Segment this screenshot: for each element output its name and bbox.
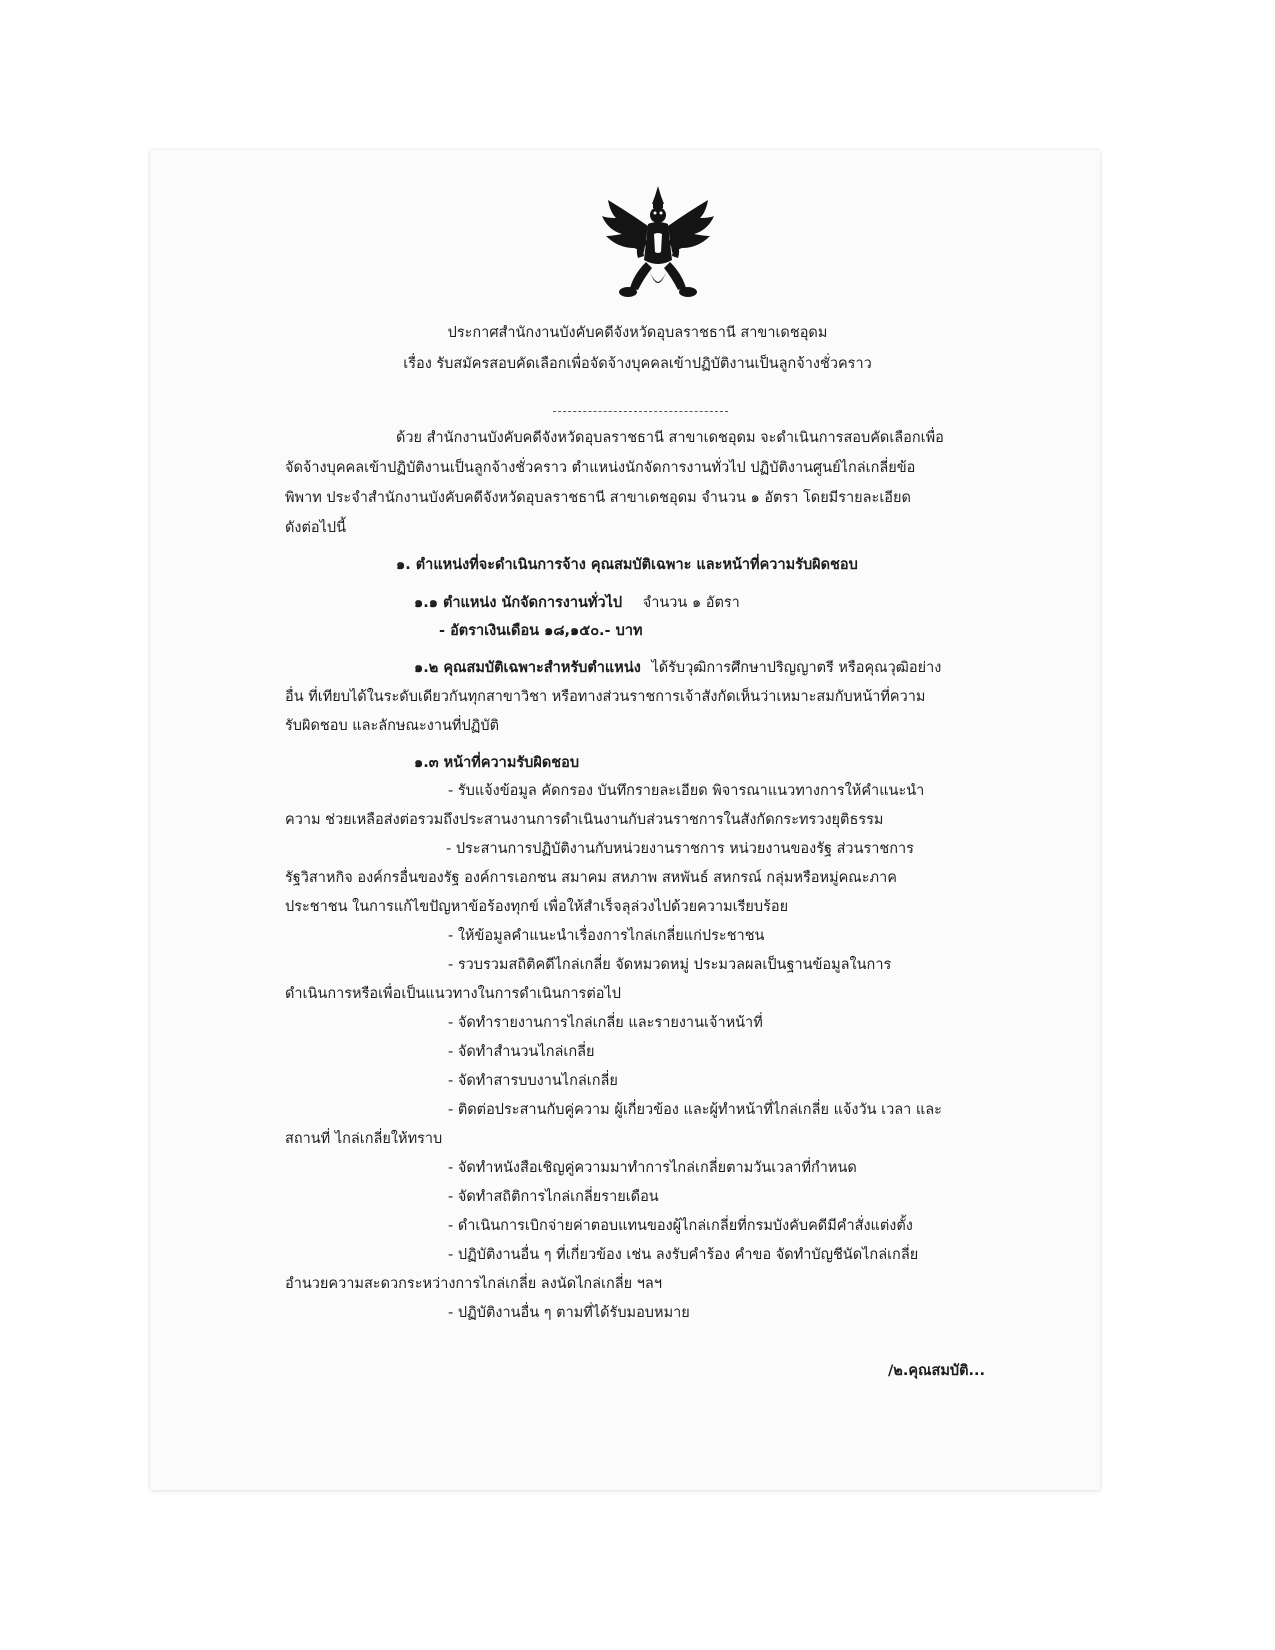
item-1-1 [414,593,740,613]
item-1-2-text: อื่น ที่เทียบได้ในระดับเดียวกันทุกสาขาวิชา หรือทางส่วนราชการเจ้าสังกัดเห็นว่าเหมาะสมกับหน้าที่ความ [285,689,926,705]
section-1-heading: ๑. ตำแหน่งที่จะดำเนินการจ้าง คุณสมบัติเฉพาะ และหน้าที่ความรับผิดชอบ [396,557,858,573]
duty-line: รัฐวิสาหกิจ องค์กรอื่นของรัฐ องค์การเอกชน สมาคม สหภาพ สหพันธ์ สหกรณ์ กลุ่มหรือหมู่คณะภาค [285,870,897,886]
duty-line: - ประสานการปฏิบัติงานกับหน่วยงานราชการ หน่วยงานของรัฐ ส่วนราชการ [446,841,914,857]
duty-line: - ปฏิบัติงานอื่น ๆ ที่เกี่ยวข้อง เช่น ลงรับคำร้อง คำขอ จัดทำบัญชีนัดไกล่เกลี่ย [448,1247,919,1263]
garuda-emblem-icon [598,182,718,312]
salary-line: - อัตราเงินเดือน ๑๘,๑๕๐.- บาท [439,623,643,639]
duty-line: - จัดทำสำนวนไกล่เกลี่ย [448,1044,595,1060]
announcement-subject: เรื่อง รับสมัครสอบคัดเลือกเพื่อจัดจ้างบุคคลเข้าปฏิบัติงานเป็นลูกจ้างชั่วคราว [403,356,872,372]
item-1-3-label: ๑.๓ หน้าที่ความรับผิดชอบ [414,755,580,771]
item-1-1-label: ๑.๑ ตำแหน่ง นักจัดการงานทั่วไป [414,595,623,611]
item-1-2-text: ได้รับวุฒิการศึกษาปริญญาตรี หรือคุณวุฒิอย่าง [651,660,942,676]
duty-line: - ดำเนินการเบิกจ่ายค่าตอบแทนของผู้ไกล่เกลี่ยที่กรมบังคับคดีมีคำสั่งแต่งตั้ง [448,1218,913,1234]
duty-line: อำนวยความสะดวกระหว่างการไกล่เกลี่ย ลงนัดไกล่เกลี่ย ฯลฯ [285,1276,662,1292]
duty-line: ความ ช่วยเหลือส่งต่อรวมถึงประสานงานการดำเนินงานกับส่วนราชการในสังกัดกระทรวงยุติธรรม [285,812,884,828]
header-divider [553,411,728,412]
intro-line: จัดจ้างบุคคลเข้าปฏิบัติงานเป็นลูกจ้างชั่วคราว ตำแหน่งนักจัดการงานทั่วไป ปฏิบัติงานศูนย์ไกล่เกลี่ยข้อ [285,460,916,476]
item-1-2 [414,658,941,678]
duty-line: - จัดทำรายงานการไกล่เกลี่ย และรายงานเจ้าหน้าที่ [448,1015,763,1031]
item-1-1-count: จำนวน ๑ อัตรา [642,595,740,611]
duty-line: - จัดทำหนังสือเชิญคู่ความมาทำการไกล่เกลี่ยตามวันเวลาที่กำหนด [448,1160,857,1176]
duty-line: - รับแจ้งข้อมูล คัดกรอง บันทึกรายละเอียด พิจารณาแนวทางการให้คำแนะนำ [448,783,925,799]
intro-line: ดังต่อไปนี้ [285,520,347,536]
duty-line: - รวบรวมสถิติคดีไกล่เกลี่ย จัดหมวดหมู่ ประมวลผลเป็นฐานข้อมูลในการ [448,957,892,973]
continued-marker: /๒.คุณสมบัติ... [888,1363,986,1379]
intro-line: พิพาท ประจำสำนักงานบังคับคดีจังหวัดอุบลราชธานี สาขาเดชอุดม จำนวน ๑ อัตรา โดยมีรายละเอียด [285,490,911,506]
duty-line: ประชาชน ในการแก้ไขปัญหาข้อร้องทุกข์ เพื่อให้สำเร็จลุล่วงไปด้วยความเรียบร้อย [285,899,789,915]
duty-line: - ติดต่อประสานกับคู่ความ ผู้เกี่ยวข้อง และผู้ทำหน้าที่ไกล่เกลี่ย แจ้งวัน เวลา และ [448,1102,942,1118]
duty-line: - ให้ข้อมูลคำแนะนำเรื่องการไกล่เกลี่ยแก่ประชาชน [448,928,765,944]
item-1-2-text: รับผิดชอบ และลักษณะงานที่ปฏิบัติ [285,718,500,734]
announcement-title: ประกาศสำนักงานบังคับคดีจังหวัดอุบลราชธานี สาขาเดชอุดม [447,325,828,341]
intro-line: ด้วย สำนักงานบังคับคดีจังหวัดอุบลราชธานี สาขาเดชอุดม จะดำเนินการสอบคัดเลือกเพื่อ [396,430,944,446]
item-1-2-label: ๑.๒ คุณสมบัติเฉพาะสำหรับตำแหน่ง [414,660,641,676]
duty-line: - จัดทำสถิติการไกล่เกลี่ยรายเดือน [448,1189,659,1205]
duty-line: สถานที่ ไกล่เกลี่ยให้ทราบ [285,1131,443,1147]
duty-line: ดำเนินการหรือเพื่อเป็นแนวทางในการดำเนินการต่อไป [285,986,621,1002]
duty-line: - ปฏิบัติงานอื่น ๆ ตามที่ได้รับมอบหมาย [448,1305,690,1321]
duty-line: - จัดทำสารบบงานไกล่เกลี่ย [448,1073,618,1089]
